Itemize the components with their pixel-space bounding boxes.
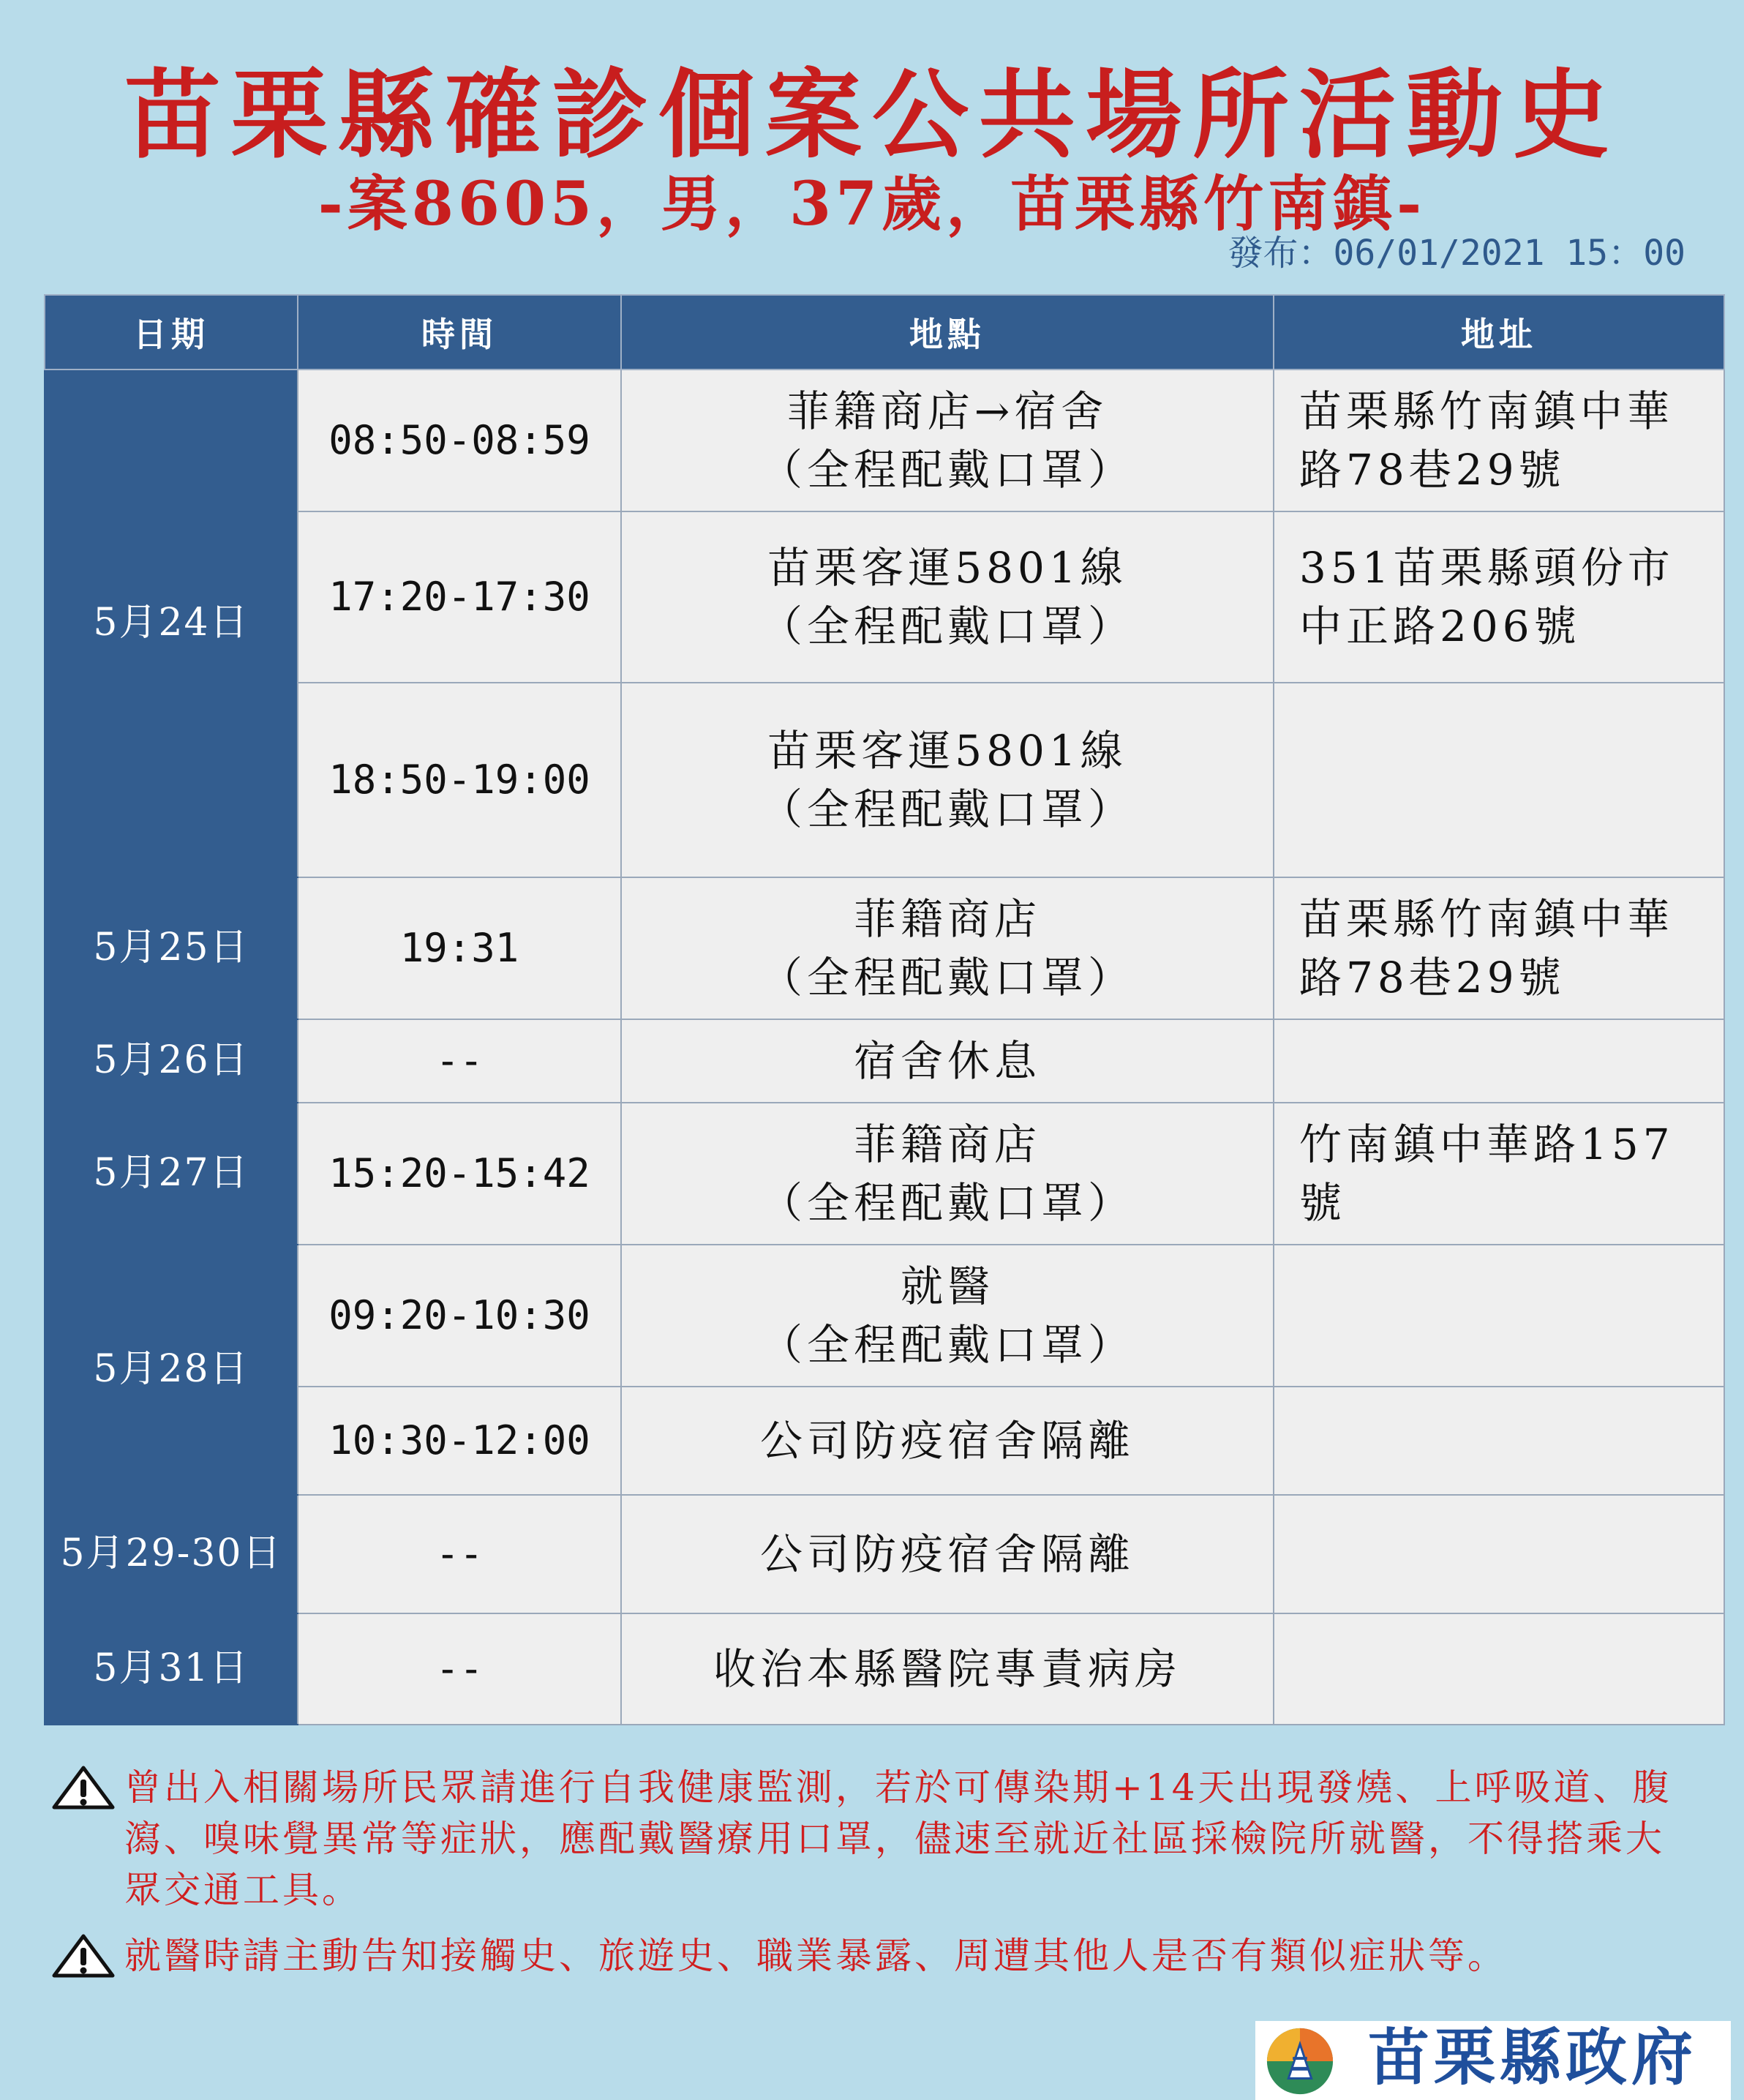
time-cell: 15:20-15:42 <box>298 1103 621 1245</box>
table-header-row <box>45 295 1724 370</box>
col-header-time: 時間 <box>298 295 621 370</box>
place-cell <box>621 370 1274 511</box>
county-logo <box>1255 2021 1731 2100</box>
table-row <box>45 1103 1724 1245</box>
place-cell <box>621 683 1274 877</box>
date-cell: 5月24日 <box>45 370 298 877</box>
place-line: 收治本縣醫院專責病房 <box>713 1643 1181 1694</box>
note-item <box>51 1762 1697 1916</box>
time-cell: -- <box>298 1019 621 1103</box>
address-cell <box>1274 1103 1724 1245</box>
place-line: 就醫 <box>900 1261 994 1311</box>
time-cell: 17:20-17:30 <box>298 511 621 683</box>
place-cell <box>621 1019 1274 1103</box>
address-line: 路78巷29號 <box>1299 953 1566 1002</box>
address-line: 中正路206號 <box>1299 601 1581 651</box>
place-line: 公司防疫宿舍隔離 <box>759 1415 1135 1466</box>
place-cell <box>621 1103 1274 1245</box>
col-header-place: 地點 <box>621 295 1274 370</box>
place-cell <box>621 1245 1274 1387</box>
table-row <box>45 1245 1724 1387</box>
address-line: 路78巷29號 <box>1299 445 1566 495</box>
address-line: 苗栗縣竹南鎮中華 <box>1299 893 1675 944</box>
address-cell <box>1274 511 1724 683</box>
case-subtitle: -案8605，男，37歲，苗栗縣竹南鎮- <box>317 169 1427 239</box>
address-line: 號 <box>1299 1178 1347 1228</box>
date-cell: 5月26日 <box>45 1019 298 1103</box>
address-cell <box>1274 1495 1724 1613</box>
place-line: 菲籍商店 <box>853 1119 1041 1169</box>
time-cell: -- <box>298 1495 621 1613</box>
warning-triangle-icon <box>51 1765 116 1810</box>
place-note: （全程配戴口罩） <box>759 784 1135 834</box>
table-row <box>45 1613 1724 1725</box>
page-title: 苗栗縣確診個案公共場所活動史 <box>124 59 1620 172</box>
place-note: （全程配戴口罩） <box>759 1178 1135 1228</box>
note-text: 就醫時請主動告知接觸史、旅遊史、職業暴露、周遭其他人是否有類似症狀等。 <box>124 1935 1507 1977</box>
note-text: 曾出入相關場所民眾請進行自我健康監測，若於可傳染期+14天出現發燒、上呼吸道、腹瀉、嗅味覺異常等症狀，應配戴醫療用口罩，儘速至就近社區採檢院所就醫，不得搭乘大眾交通工具。 <box>124 1766 1672 1911</box>
place-line: 菲籍商店 <box>853 893 1041 944</box>
warning-triangle-icon <box>51 1933 116 1979</box>
place-line: 苗栗客運5801線 <box>767 542 1127 593</box>
date-cell: 5月31日 <box>45 1613 298 1725</box>
time-cell: 19:31 <box>298 877 621 1019</box>
county-logo-text: 苗栗縣政府 <box>1368 2021 1698 2093</box>
table-row <box>45 877 1724 1019</box>
date-cell: 5月29-30日 <box>45 1495 298 1613</box>
date-cell: 5月28日 <box>45 1245 298 1495</box>
address-cell <box>1274 1019 1724 1103</box>
place-cell <box>621 1495 1274 1613</box>
health-notes <box>51 1762 1697 1981</box>
time-cell: 09:20-10:30 <box>298 1245 621 1387</box>
table-row <box>45 370 1724 511</box>
place-cell <box>621 1613 1274 1725</box>
address-cell <box>1274 1613 1724 1725</box>
address-cell <box>1274 683 1724 877</box>
publish-timestamp: 發布：06/01/2021 15：00 <box>1228 233 1685 274</box>
table-row <box>45 1495 1724 1613</box>
time-cell: 10:30-12:00 <box>298 1387 621 1495</box>
place-cell <box>621 511 1274 683</box>
address-cell <box>1274 877 1724 1019</box>
activity-table <box>44 294 1725 1725</box>
county-emblem-icon <box>1264 2025 1336 2097</box>
address-cell <box>1274 1245 1724 1387</box>
col-header-address: 地址 <box>1274 295 1724 370</box>
date-cell: 5月27日 <box>45 1103 298 1245</box>
place-line: 菲籍商店→宿舍 <box>786 386 1108 436</box>
place-line: 宿舍休息 <box>853 1035 1041 1086</box>
address-cell <box>1274 370 1724 511</box>
place-line: 公司防疫宿舍隔離 <box>759 1529 1135 1579</box>
date-cell: 5月25日 <box>45 877 298 1019</box>
address-cell <box>1274 1387 1724 1495</box>
place-cell <box>621 877 1274 1019</box>
place-line: 苗栗客運5801線 <box>767 725 1127 776</box>
time-cell: 18:50-19:00 <box>298 683 621 877</box>
place-note: （全程配戴口罩） <box>759 445 1135 495</box>
col-header-date: 日期 <box>45 295 298 370</box>
address-line: 351苗栗縣頭份市 <box>1299 542 1675 593</box>
place-cell <box>621 1387 1274 1495</box>
time-cell: 08:50-08:59 <box>298 370 621 511</box>
address-line: 苗栗縣竹南鎮中華 <box>1299 386 1675 436</box>
time-cell: -- <box>298 1613 621 1725</box>
note-item <box>51 1930 1697 1981</box>
place-note: （全程配戴口罩） <box>759 601 1135 651</box>
place-note: （全程配戴口罩） <box>759 1320 1135 1370</box>
place-note: （全程配戴口罩） <box>759 953 1135 1002</box>
table-row <box>45 1019 1724 1103</box>
address-line: 竹南鎮中華路157 <box>1299 1119 1675 1169</box>
